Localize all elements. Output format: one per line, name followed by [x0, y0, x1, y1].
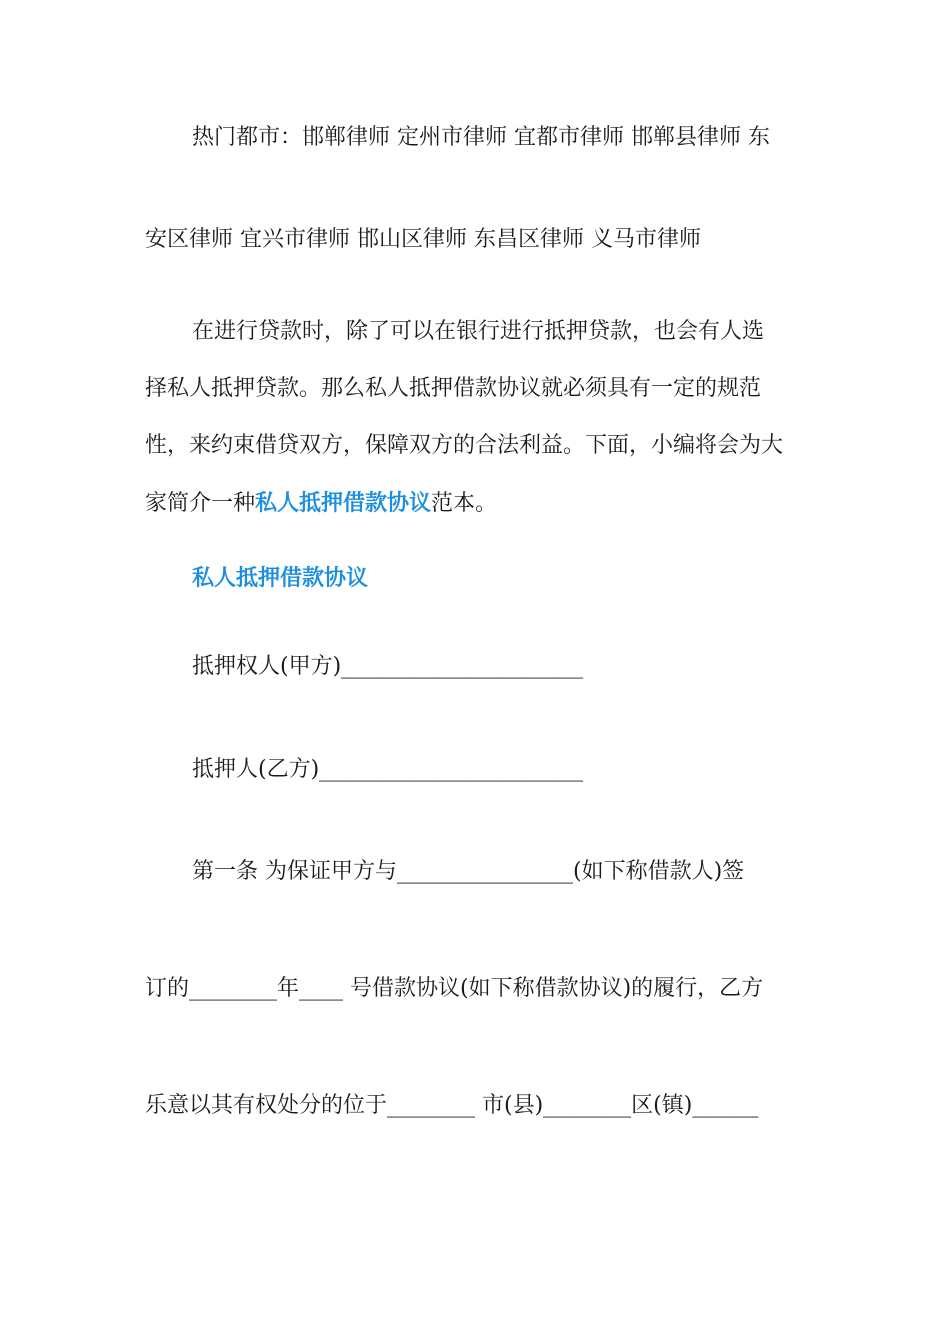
intro-line-4-suffix: 范本。: [431, 491, 498, 516]
intro-line-2: 择私人抵押贷款。那么私人抵押借款协议就必须具有一定的规范: [145, 376, 762, 401]
mortgagee-field: 抵押权人(甲方)______________________: [192, 654, 584, 679]
intro-line-4-prefix: 家简介一种: [145, 491, 256, 516]
clause-1-line-3: 乐意以其有权处分的位于________ 市(县)________区(镇)______: [145, 1093, 759, 1118]
agreement-link[interactable]: 私人抵押借款协议: [255, 491, 432, 516]
agreement-title: 私人抵押借款协议: [192, 566, 369, 591]
hot-cities-line-2: 安区律师 宜兴市律师 邯山区律师 东昌区律师 义马市律师: [145, 227, 701, 252]
clause-1-line-2: 订的________年____ 号借款协议(如下称借款协议)的履行，乙方: [145, 976, 764, 1001]
intro-line-1: 在进行贷款时，除了可以在银行进行抵押贷款，也会有人选: [192, 319, 765, 344]
hot-cities-line-1: 热门都市：邯郸律师 定州市律师 宜都市律师 邯郸县律师 东: [192, 125, 770, 150]
intro-line-4: [145, 488, 810, 520]
clause-1-line-1: 第一条 为保证甲方与________________(如下称借款人)签: [192, 859, 745, 884]
intro-line-3: 性，来约束借贷双方，保障双方的合法利益。下面，小编将会为大: [145, 433, 784, 458]
mortgagor-field: 抵押人(乙方)________________________: [192, 757, 584, 782]
